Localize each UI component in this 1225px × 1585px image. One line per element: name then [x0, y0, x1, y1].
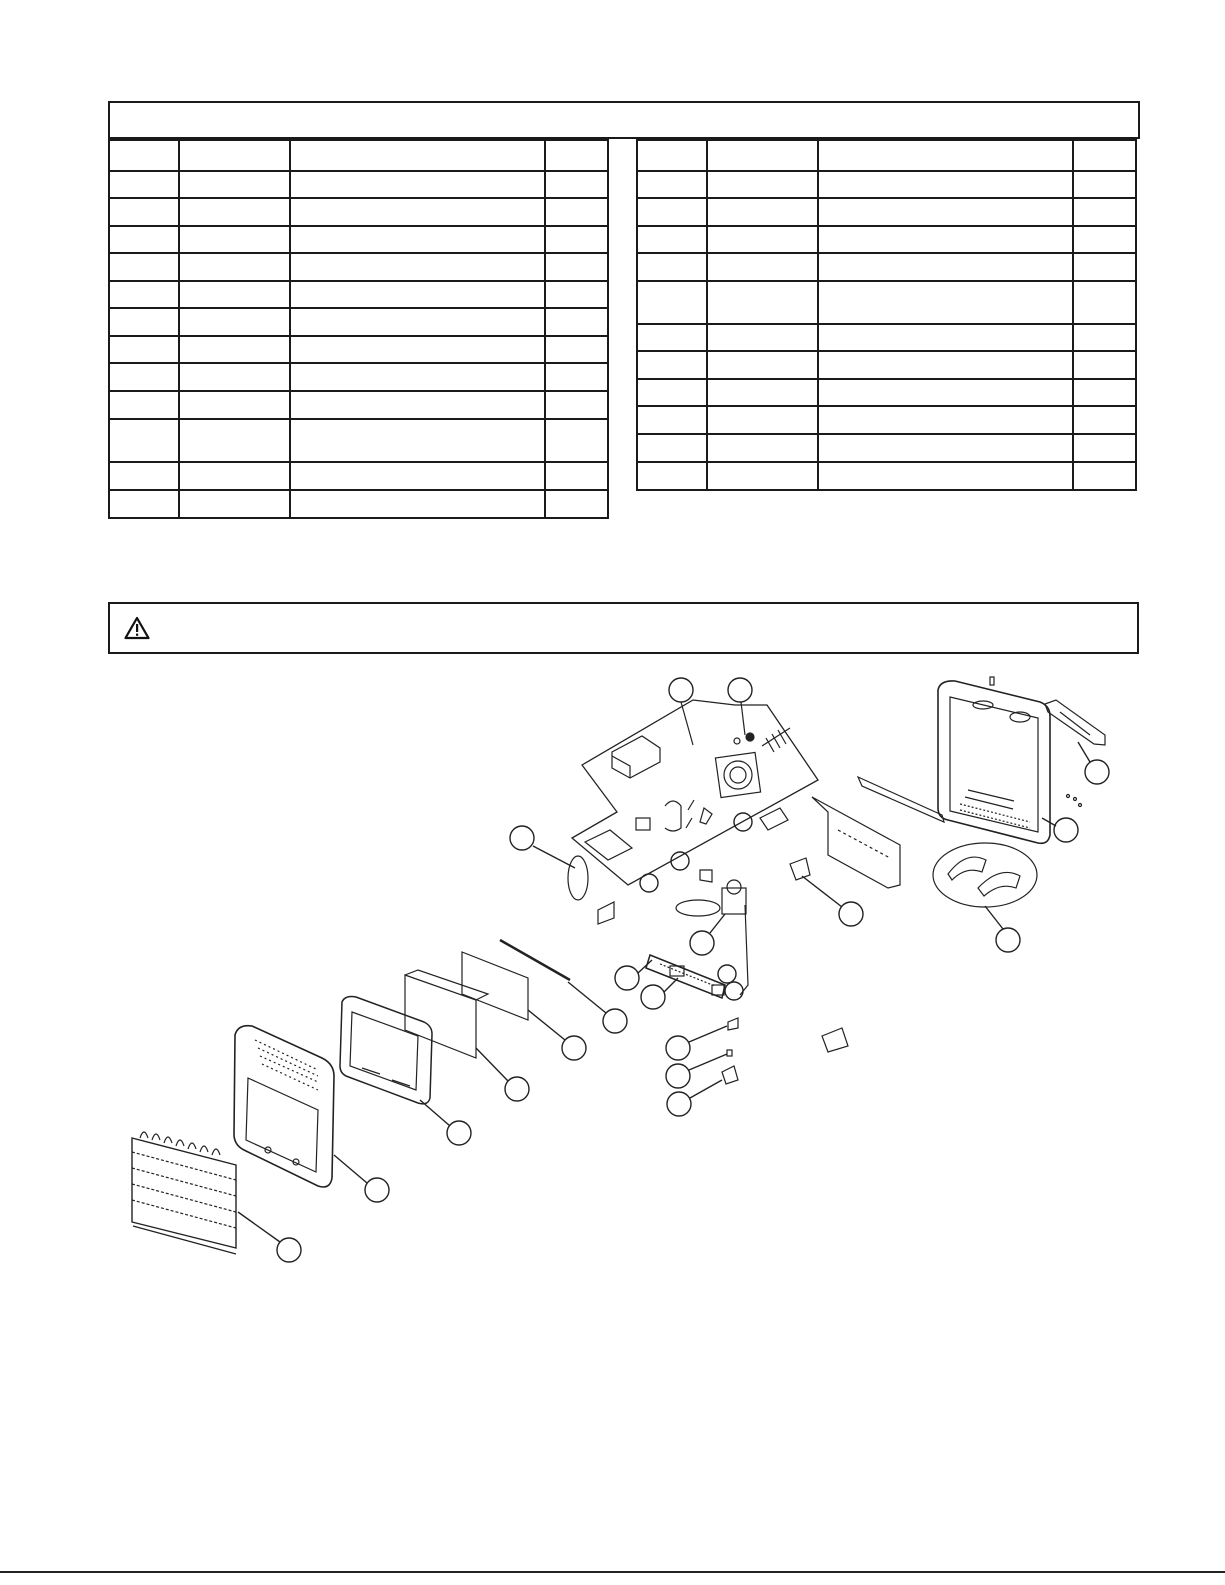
burner-assembly	[646, 955, 725, 998]
callout-circles	[238, 678, 1109, 1262]
radiant-plaque	[462, 952, 528, 1020]
page-bottom-rule	[0, 1571, 1225, 1573]
radiant-grille	[132, 1132, 236, 1254]
inner-frame	[340, 997, 432, 1104]
grille-rod	[500, 940, 570, 980]
front-cover	[234, 1026, 334, 1187]
feet-group	[933, 843, 1037, 907]
back-cabinet	[938, 677, 1050, 843]
small-brackets	[568, 808, 848, 1084]
hardware-kit-outline	[572, 700, 818, 885]
wall-mount-bracket	[1045, 700, 1105, 807]
gas-valve-assembly	[676, 870, 748, 995]
burner-tray	[812, 777, 944, 888]
